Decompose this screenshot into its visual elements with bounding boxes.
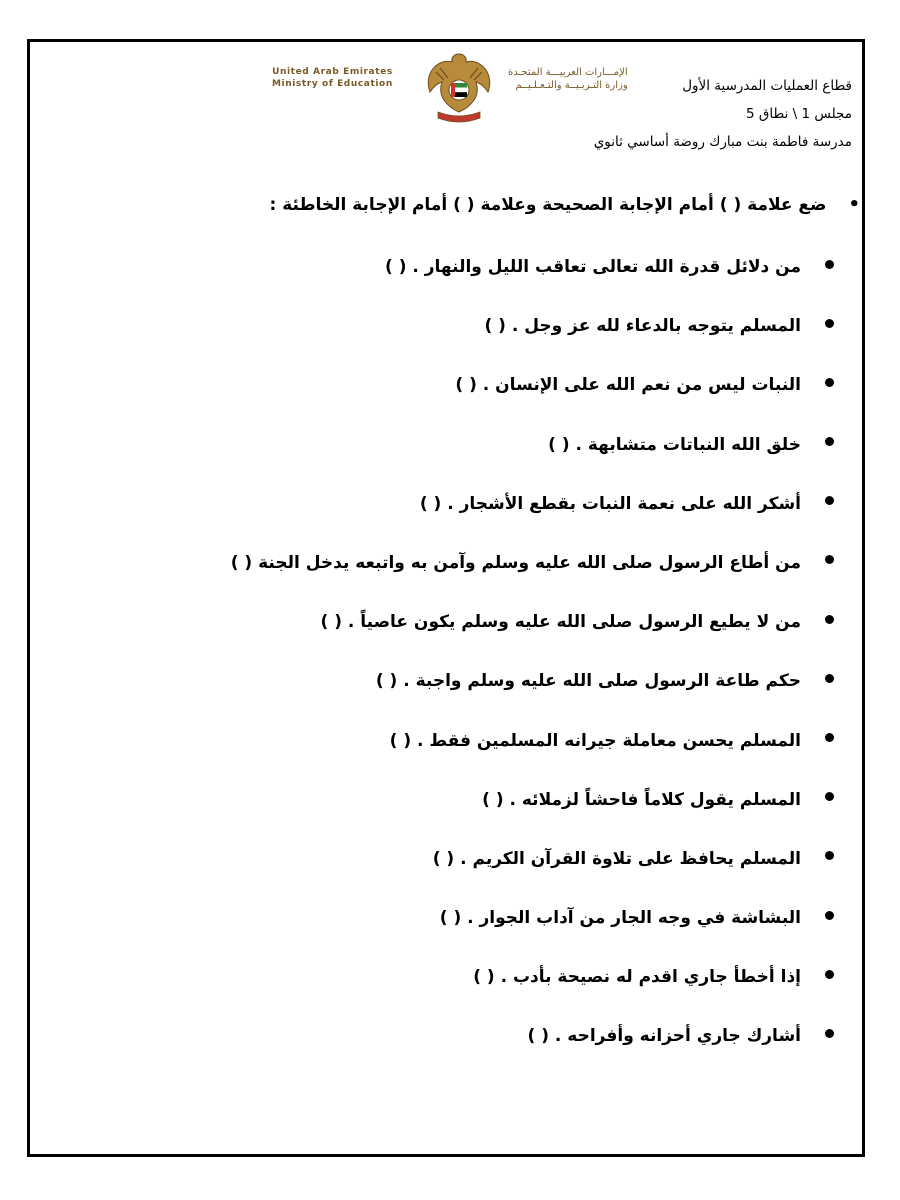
- statement-text: المسلم يتوجه بالدعاء لله عز وجل . ( ): [484, 316, 801, 337]
- ministry-arabic-line1: الإمـــارات العربيـــة المتحـدة: [508, 67, 628, 78]
- instruction-line: [270, 194, 861, 215]
- bullet-icon: [825, 260, 834, 269]
- list-item: [231, 724, 834, 783]
- ministry-arabic-line2: وزارة التـربـيــة والتـعـلـيــم: [515, 80, 628, 91]
- bullet-icon: •: [848, 194, 860, 215]
- bullet-icon: [825, 319, 834, 328]
- list-item: [231, 428, 834, 487]
- statement-text: البشاشة في وجه الجار من آداب الجوار . ( ): [439, 908, 801, 929]
- school-name: مدرسة فاطمة بنت مبارك روضة أساسي ثانوي: [593, 134, 852, 150]
- council-zone: مجلس 1 \ نطاق 5: [746, 106, 852, 122]
- list-item: [231, 487, 834, 546]
- list-item: [231, 901, 834, 960]
- bullet-icon: [825, 378, 834, 387]
- bullet-icon: [825, 437, 834, 446]
- list-item: [231, 1019, 834, 1078]
- sector-name: قطاع العمليات المدرسية الأول: [682, 78, 852, 94]
- bullet-icon: [825, 674, 834, 683]
- statement-text: أشارك جاري أحزانه وأفراحه . ( ): [527, 1026, 801, 1047]
- bullet-icon: [825, 792, 834, 801]
- statement-text: خلق الله النباتات متشابهة . ( ): [548, 434, 801, 455]
- statement-text: من لا يطيع الرسول صلى الله عليه وسلم يكون عاصياً . ( ): [320, 612, 801, 633]
- instruction-text: ضع علامة ( ) أمام الإجابة الصحيحة وعلامة ( ) أمام الإجابة الخاطئة :: [269, 195, 827, 215]
- uae-emblem-icon: [424, 50, 494, 124]
- list-item: [231, 664, 834, 723]
- list-item: [231, 960, 834, 1019]
- list-item: [231, 605, 834, 664]
- list-item: [231, 783, 834, 842]
- bullet-icon: [825, 1029, 834, 1038]
- ministry-arabic: [508, 66, 628, 92]
- bullet-icon: [825, 851, 834, 860]
- statement-text: من دلائل قدرة الله تعالى تعاقب الليل والنهار . ( ): [385, 257, 801, 277]
- ministry-english: [272, 66, 393, 90]
- statement-text: إذا أخطأ جاري اقدم له نصيحة بأدب . ( ): [473, 967, 801, 988]
- bullet-icon: [825, 555, 834, 564]
- statement-text: المسلم يحسن معاملة جيرانه المسلمين فقط . ( ): [389, 730, 801, 751]
- bullet-icon: [825, 970, 834, 979]
- statement-text: من أطاع الرسول صلى الله عليه وسلم وآمن به واتبعه يدخل الجنة ( ): [230, 552, 801, 573]
- statement-text: المسلم يحافظ على تلاوة القرآن الكريم . ( ): [432, 848, 801, 869]
- bullet-icon: [825, 733, 834, 742]
- statement-text: أشكر الله على نعمة النبات بقطع الأشجار . ( ): [419, 493, 801, 514]
- ministry-english-line1: United Arab Emirates: [272, 67, 393, 77]
- school-header: [594, 72, 852, 156]
- list-item: [231, 842, 834, 901]
- statement-list: [231, 250, 834, 1079]
- list-item: [231, 546, 834, 605]
- ministry-english-line2: Ministry of Education: [272, 79, 393, 89]
- bullet-icon: [825, 615, 834, 624]
- statement-text: المسلم يقول كلاماً فاحشاً لزملائه . ( ): [482, 789, 801, 810]
- bullet-icon: [825, 496, 834, 505]
- list-item: [231, 250, 834, 309]
- list-item: [231, 368, 834, 427]
- statement-text: النبات ليس من نعم الله على الإنسان . ( ): [455, 375, 801, 396]
- statement-text: حكم طاعة الرسول صلى الله عليه وسلم واجبة . ( ): [375, 671, 801, 692]
- bullet-icon: [825, 911, 834, 920]
- list-item: [231, 309, 834, 368]
